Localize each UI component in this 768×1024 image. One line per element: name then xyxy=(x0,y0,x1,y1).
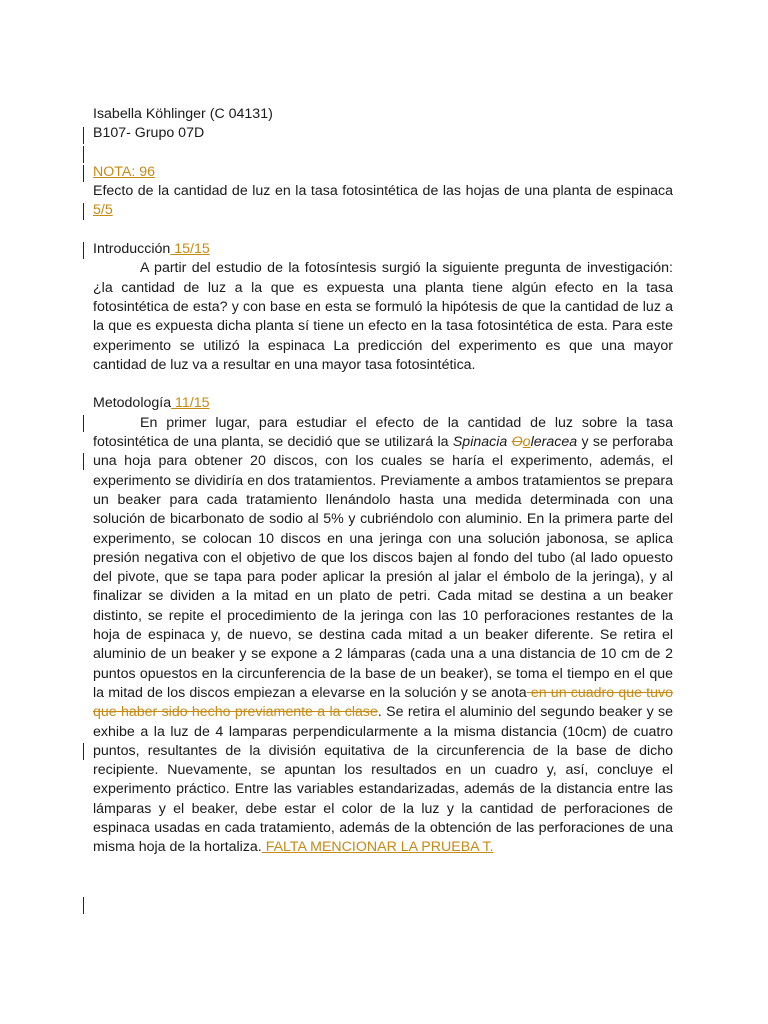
section-heading-introduccion: Introducción 15/15 xyxy=(93,241,210,258)
title-score: 5/5 xyxy=(93,202,113,219)
title-text: Efecto de la cantidad de luz en la tasa fotosintética de las hojas de una planta de espinaca xyxy=(93,183,673,200)
change-bar xyxy=(83,203,84,220)
document-page xyxy=(93,105,673,858)
change-bar xyxy=(83,743,84,760)
inserted-letter: o xyxy=(522,434,531,451)
change-bar xyxy=(83,146,84,163)
metodologia-body: En primer lugar, para estudiar el efecto de la cantidad de luz sobre la tasa fotosintética de una planta, se decidió que se utilizará la Spinacia Ooleracea y se perforaba una hoja para obtener 20 discos, con los cuales se haría el experimento, además, el experimento se dividiría en dos tratamientos. Previamente a ambos tratamientos se prepara un beaker para cada tratamiento llenándolo hasta una medida determinada con una solución de bicarbonato de sodio al 5% y cubriéndolo con aluminio. En la primera parte del experimento, se colocan 10 discos en una jeringa con una solución jabonosa, se aplica presión negativa con el objetivo de que los discos bajen al fondo del tubo (al lado opuesto del pivote, que se tapa para poder aplicar la presión al jalar el émbolo de la jeringa), y al finalizar se dividen a la mitad en un plato de petri. Cada mitad se destina a un beaker distinto, se repite el procedimiento de la jeringa con las 10 perforaciones restantes de la hoja de espinaca y, de nuevo, se destina cada mitad a un beaker diferente. Se retira el aluminio de un beaker y se expone a 2 lámparas (cada una a una distancia de 10 cm de 2 puntos opuestos en la circunferencia de la base de un beaker), se toma el tiempo en el que la mitad de los discos empiezan a elevarse en la solución y se anota en un cuadro que tuvo que haber sido hecho previamente a la clase. Se retira el aluminio del segundo beaker y se exhibe a la luz de 4 lamparas perpendicularmente a la misma distancia (10cm) de cuatro puntos, resultantes de la división equitativa de la circunferencia de la base de dicho recipiente. Nuevamente, se apuntan los resultados en un cuadro y, así, concluye el experimento práctico. Entre las variables estandarizadas, además de la distancia entre las lámparas y el beaker, debe estar el color de la luz y la cantidad de perforaciones de espinaca usadas en cada tratamiento, además de la obtención de las perforaciones de una misma hoja de la hortaliza. FALTA MENCIONAR LA PRUEBA T. xyxy=(93,414,673,856)
introduccion-body: A partir del estudio de la fotosíntesis surgió la siguiente pregunta de investigación: ¿la cantidad de luz a la que es expuesta una planta tiene algún efecto en la tasa fotosintética de esta? y con base en esta se formuló la hipótesis de que la cantidad de luz a la que es expuesta dicha planta sí tiene un efecto en la tasa fotosintética de esta. Para este experimento se utilizó la espinaca La predicción del experimento es que una mayor cantidad de luz va a resultar en una mayor tasa fotosintética. xyxy=(93,260,673,373)
species-name: Spinacia Ooleracea xyxy=(452,434,578,451)
change-bar xyxy=(83,127,84,144)
group-line: B107- Grupo 07D xyxy=(93,125,205,142)
grade-comment: NOTA: 96 xyxy=(93,163,156,180)
change-bar xyxy=(83,415,84,432)
deleted-phrase: en un cuadro que tuvo que haber sido hecho previamente a la clase xyxy=(93,684,673,721)
change-bar xyxy=(83,453,84,470)
section-heading-metodologia: Metodología 11/15 xyxy=(93,395,210,412)
introduccion-score: 15/15 xyxy=(170,241,210,258)
author-line: Isabella Köhlinger (C 04131) xyxy=(93,106,273,122)
metodologia-score: 11/15 xyxy=(171,395,210,412)
change-bar xyxy=(83,242,84,259)
change-bar xyxy=(83,165,84,182)
deleted-letter: O xyxy=(511,434,523,451)
document-title xyxy=(93,182,673,221)
change-bar xyxy=(83,897,84,914)
reviewer-comment: FALTA MENCIONAR LA PRUEBA T. xyxy=(261,839,494,856)
